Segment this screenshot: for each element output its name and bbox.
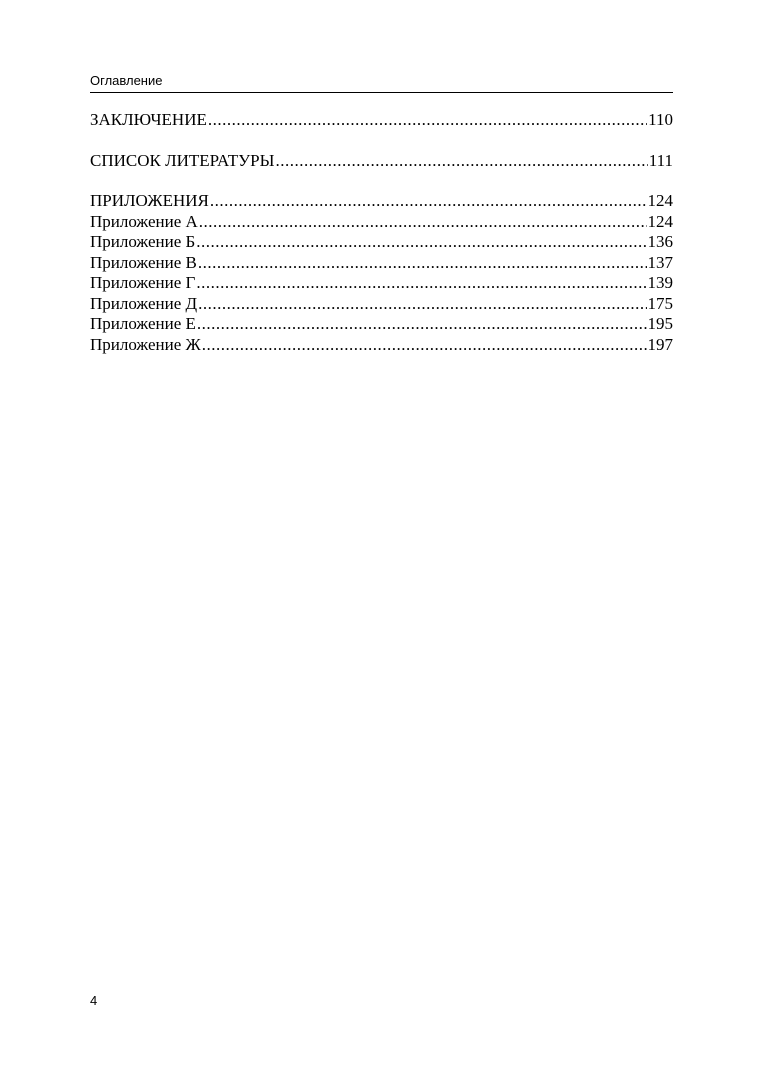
dot-leader (198, 253, 647, 274)
dot-leader (199, 212, 647, 233)
dot-leader (197, 314, 647, 335)
page-number: 4 (90, 993, 98, 1008)
toc-group-appendices (90, 191, 673, 355)
dot-leader (208, 110, 647, 131)
dot-leader (198, 294, 646, 315)
toc-entry-title: Приложение А (90, 211, 198, 231)
toc-entry-page: 195 (647, 314, 673, 333)
toc-entry-page: 110 (648, 110, 673, 129)
toc-entry-title: Приложение Б (90, 232, 196, 251)
toc-entry-page: 139 (647, 273, 673, 292)
running-header (90, 72, 673, 93)
dot-leader (275, 151, 647, 172)
toc-entry-appendix-v[interactable] (90, 253, 673, 274)
toc-entry-page: 137 (647, 252, 673, 272)
dot-leader (202, 335, 647, 356)
toc-entry-page: 136 (647, 232, 673, 251)
toc-entry-title: Приложение Г (90, 273, 196, 292)
toc-entry-appendices[interactable] (90, 191, 673, 212)
toc-entry-references[interactable] (90, 151, 673, 172)
toc-entry-appendix-d[interactable] (90, 294, 673, 315)
dot-leader (196, 273, 646, 294)
toc-entry-appendix-g[interactable] (90, 273, 673, 294)
toc-entry-appendix-b[interactable] (90, 232, 673, 253)
header-title: Оглавление (90, 73, 163, 88)
toc-entry-appendix-a[interactable] (90, 212, 673, 233)
dot-leader (210, 191, 647, 212)
toc-entry-page: 124 (647, 211, 673, 231)
toc-entry-title: ЗАКЛЮЧЕНИЕ (90, 110, 207, 129)
toc-entry-conclusion[interactable] (90, 110, 673, 131)
toc-entry-page: 175 (647, 293, 673, 313)
toc-entry-title: ПРИЛОЖЕНИЯ (90, 191, 209, 210)
toc-entry-title: Приложение В (90, 252, 197, 272)
toc-entry-page: 197 (647, 334, 673, 354)
toc-entry-title: Приложение Д (90, 293, 198, 313)
toc-entry-appendix-zh[interactable] (90, 335, 673, 356)
table-of-contents (90, 110, 673, 375)
toc-group-conclusion (90, 110, 673, 131)
toc-entry-title: Приложение Е (90, 314, 196, 333)
toc-entry-page: 124 (647, 191, 673, 210)
toc-entry-title: Приложение Ж (90, 334, 201, 354)
toc-entry-title: СПИСОК ЛИТЕРАТУРЫ (90, 150, 275, 170)
toc-group-references (90, 151, 673, 172)
toc-entry-appendix-e[interactable] (90, 314, 673, 335)
toc-entry-page: 111 (648, 150, 673, 170)
dot-leader (196, 232, 646, 253)
